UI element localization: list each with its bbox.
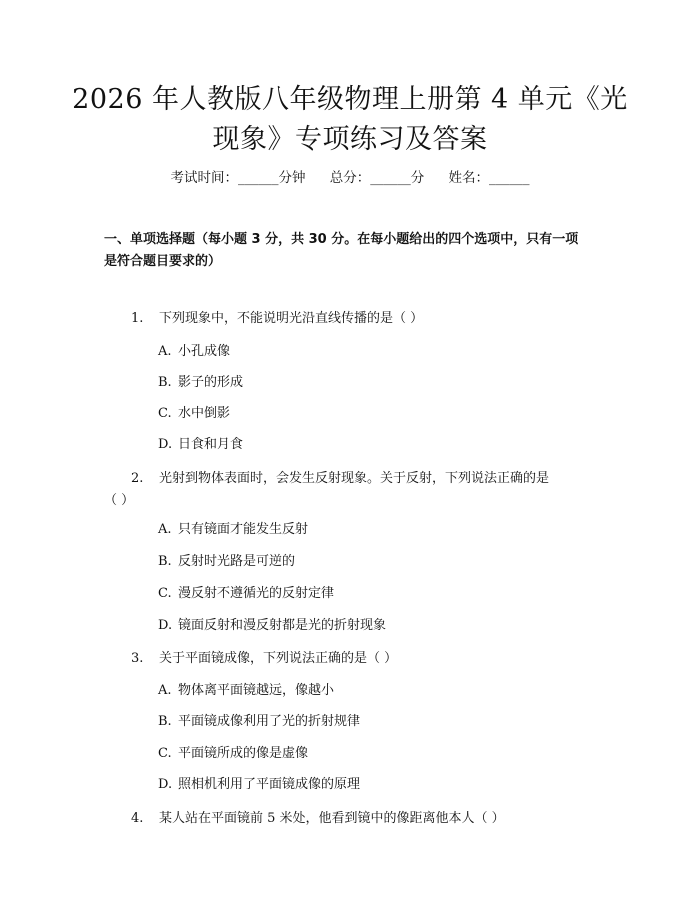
option-letter: C. bbox=[158, 746, 172, 761]
question-text: 光射到物体表面时，会发生反射现象。关于反射，下列说法正确的是 bbox=[159, 471, 550, 486]
student-name-label: 姓名： bbox=[448, 170, 490, 186]
option bbox=[158, 551, 295, 573]
option-letter: C. bbox=[158, 406, 172, 421]
option-text: 只有镜面才能发生反射 bbox=[178, 522, 309, 537]
option-text: 平面镜所成的像是虚像 bbox=[178, 746, 309, 761]
question-text: 某人站在平面镜前 5 米处，他看到镜中的像距离他本人（ ） bbox=[159, 811, 505, 826]
question-number: 3. bbox=[131, 651, 144, 666]
option bbox=[158, 711, 360, 733]
total-score-field bbox=[330, 170, 425, 186]
exam-time-label: 考试时间： bbox=[170, 170, 238, 186]
option bbox=[158, 341, 230, 363]
total-score-blank: ______ bbox=[370, 170, 411, 186]
option-text: 照相机利用了平面镜成像的原理 bbox=[178, 777, 361, 792]
option-text: 日食和月食 bbox=[178, 437, 244, 452]
total-score-unit: 分 bbox=[410, 170, 425, 186]
option-text: 小孔成像 bbox=[178, 344, 231, 359]
section-heading-line-1: 一、单项选择题（每小题 3 分，共 30 分。在每小题给出的四个选项中，只有一项 bbox=[104, 232, 579, 247]
exam-time-field bbox=[170, 170, 305, 186]
question-text-continuation: （ ） bbox=[104, 493, 135, 508]
question-number: 2. bbox=[131, 471, 144, 486]
option-text: 物体离平面镜越远，像越小 bbox=[178, 683, 335, 698]
option-text: 水中倒影 bbox=[178, 406, 231, 421]
option-letter: C. bbox=[158, 586, 172, 601]
option bbox=[158, 434, 243, 456]
option bbox=[158, 743, 308, 765]
option bbox=[158, 372, 243, 394]
option-letter: D. bbox=[158, 777, 173, 792]
exam-time-blank: ______ bbox=[237, 170, 279, 186]
question-number: 4. bbox=[131, 811, 144, 826]
question-text: 关于平面镜成像，下列说法正确的是（ ） bbox=[159, 651, 398, 666]
title-line-2: 现象》专项练习及答案 bbox=[212, 124, 488, 155]
option bbox=[158, 403, 230, 425]
option-letter: A. bbox=[158, 683, 172, 698]
option-letter: B. bbox=[158, 714, 172, 729]
option-text: 漫反射不遵循光的反射定律 bbox=[178, 586, 335, 601]
total-score-label: 总分： bbox=[329, 170, 371, 186]
option-letter: A. bbox=[158, 522, 172, 537]
student-name-blank: ______ bbox=[489, 170, 530, 186]
option-letter: A. bbox=[158, 344, 172, 359]
exam-info-line bbox=[0, 168, 700, 188]
option bbox=[158, 615, 386, 637]
title-line-1: 2026 年人教版八年级物理上册第 4 单元《光 bbox=[72, 84, 628, 115]
exam-time-unit: 分钟 bbox=[278, 170, 306, 186]
section-heading-line-2: 是符合题目要求的） bbox=[104, 254, 222, 269]
option-text: 反射时光路是可逆的 bbox=[178, 554, 296, 569]
option-letter: D. bbox=[158, 618, 173, 633]
option-letter: D. bbox=[158, 437, 173, 452]
section-heading bbox=[104, 229, 604, 273]
student-name-field bbox=[449, 170, 530, 186]
document-title bbox=[70, 80, 630, 160]
question-text: 下列现象中，不能说明光沿直线传播的是（ ） bbox=[159, 311, 424, 326]
option bbox=[158, 519, 308, 541]
option-letter: B. bbox=[158, 375, 172, 390]
option-letter: B. bbox=[158, 554, 172, 569]
option-text: 镜面反射和漫反射都是光的折射现象 bbox=[178, 618, 387, 633]
option-text: 影子的形成 bbox=[178, 375, 244, 390]
option bbox=[158, 774, 360, 796]
option bbox=[158, 583, 334, 605]
question-number: 1. bbox=[131, 311, 144, 326]
option-text: 平面镜成像利用了光的折射规律 bbox=[178, 714, 361, 729]
option bbox=[158, 680, 334, 702]
